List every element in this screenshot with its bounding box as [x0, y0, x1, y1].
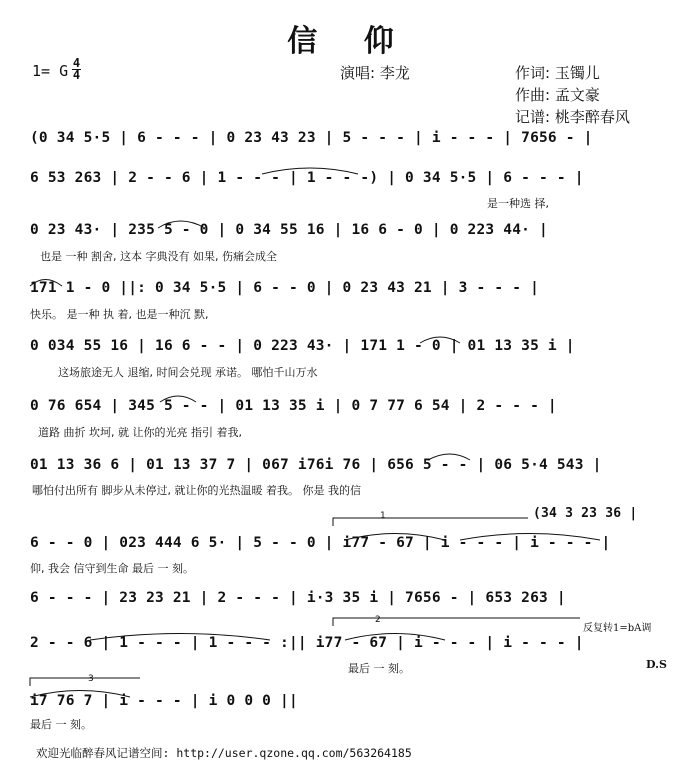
score-line-11: i7 76 7 | i - - - | i 0 0 0 ||	[30, 693, 298, 709]
lyric-line-10: 最后 一 刻。	[348, 662, 410, 675]
score-line-10: 2 - - 6 | 1 - - - | 1 - - - :|| i77 - 67 | i - - - | i - - - |	[30, 635, 584, 651]
composer-credit: 作曲: 孟文豪	[515, 86, 600, 104]
lyricist-credit: 作词: 玉镯儿	[515, 64, 600, 82]
time-signature	[72, 58, 81, 81]
score-line-4: 171 1 - 0 ||: 0 34 5·5 | 6 - - 0 | 0 23 43 21 | 3 - - - |	[30, 280, 539, 296]
time-signature-bottom: 4	[72, 68, 81, 82]
ds-marker: D.S	[646, 658, 667, 671]
score-line-1: (0 34 5·5 | 6 - - - | 0 23 43 23 | 5 - - - | i - - - | 7656 - |	[30, 130, 593, 146]
pickup-notes: (34 3 23 36 |	[533, 506, 638, 521]
ending-bracket-3	[30, 678, 140, 686]
ending-3-label: 3	[88, 674, 94, 684]
singer-credit: 演唱: 李龙	[340, 64, 410, 82]
ending-1-label: 1	[380, 511, 386, 521]
song-title: 信 仰	[287, 24, 412, 59]
score-line-3: 0 23 43· | 235 5 - 0 | 0 34 55 16 | 16 6 - 0 | 0 223 44· |	[30, 222, 548, 238]
lyric-line-8: 仰, 我会 信守到生命 最后 一 刻。	[30, 562, 194, 575]
lyric-line-3: 也是 一种 割舍, 这本 字典没有 如果, 伤痛会成全	[40, 250, 277, 263]
time-signature-top: 4	[72, 56, 81, 70]
lyric-line-4: 快乐。 是一种 执 着, 也是一种沉 默,	[30, 308, 209, 321]
footer-link: 欢迎光临醉春风记谱空间: http://user.qzone.qq.com/563264185	[36, 746, 412, 760]
score-line-8: 6 - - 0 | 023 444 6 5· | 5 - - 0 | i77 - 67 | i - - - | i - - - |	[30, 535, 611, 551]
lyric-line-6: 道路 曲折 坎坷, 就 让你的光亮 指引 着我,	[38, 426, 242, 439]
score-line-7: 01 13 36 6 | 01 13 37 7 | 067 i76i 76 | 656 5 - - | 06 5·4 543 |	[30, 457, 602, 473]
ending-bracket-2	[333, 618, 580, 626]
lyric-line-11: 最后 一 刻。	[30, 718, 92, 731]
score-line-9: 6 - - - | 23 23 21 | 2 - - - | i·3 35 i | 7656 - | 653 263 |	[30, 590, 566, 606]
transcriber-credit: 记谱: 桃李醉春风	[515, 108, 630, 126]
ending-bracket-1	[333, 518, 528, 526]
lyric-line-5: 这场旅途无人 退缩, 时间会兑现 承诺。 哪怕千山万水	[58, 366, 318, 379]
repeat-note: 反复转1=bA调	[583, 623, 652, 634]
lyric-line-2: 是一种选 择,	[487, 197, 549, 210]
score-line-5: 0 034 55 16 | 16 6 - - | 0 223 43· | 171 1 - 0 | 01 13 35 i |	[30, 338, 575, 354]
score-line-6: 0 76 654 | 345 5 - - | 01 13 35 i | 0 7 77 6 54 | 2 - - - |	[30, 398, 557, 414]
key-signature: 1= G	[32, 62, 69, 80]
score-line-2: 6 53 263 | 2 - - 6 | 1 - - - | 1 - - -) | 0 34 5·5 | 6 - - - |	[30, 170, 584, 186]
ending-2-label: 2	[375, 615, 381, 625]
lyric-line-7: 哪怕付出所有 脚步从未停过, 就让你的光热温暖 着我。 你是 我的信	[32, 484, 361, 497]
